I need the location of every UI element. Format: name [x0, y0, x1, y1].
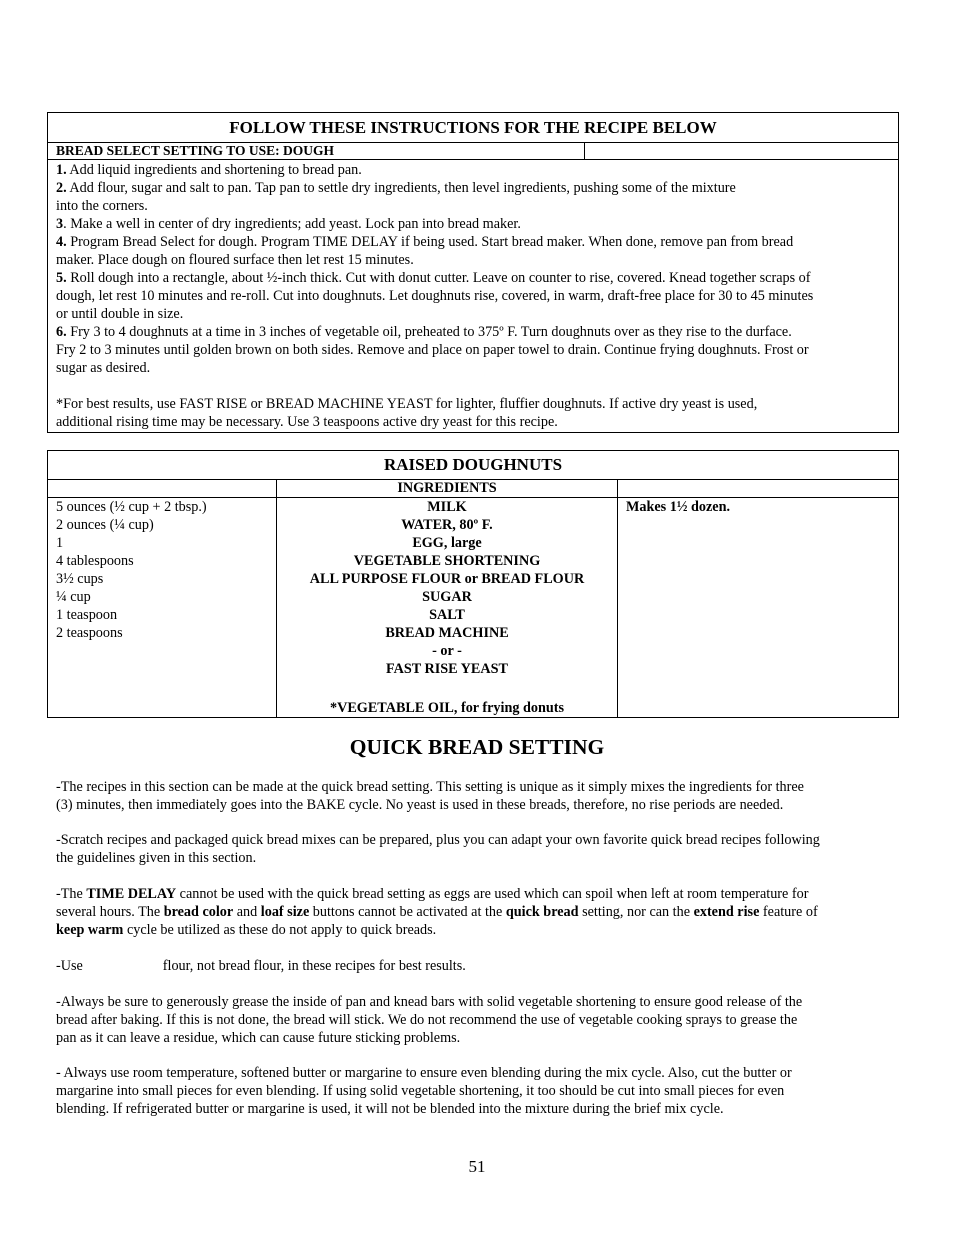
spacer [56, 377, 890, 395]
text-line: (3) minutes, then immediately goes into the BAKE cycle. No yeast is used in these breads, therefore, no rise periods are needed. [56, 797, 784, 813]
paragraph-flour [56, 957, 902, 975]
page-number: 51 [468, 1157, 486, 1176]
ingredient-item: SALT [429, 607, 465, 623]
instruction-step-line [56, 269, 890, 287]
text-run: feature of [759, 904, 818, 920]
instruction-step-line [56, 305, 890, 323]
amount-item: 3½ cups [56, 571, 104, 587]
ingredient-item: FAST RISE YEAST [386, 661, 508, 677]
amount-item: 2 teaspoons [56, 625, 123, 641]
instruction-step-line [56, 341, 890, 359]
amount-item: ¼ cup [56, 589, 91, 605]
amounts-column [48, 498, 277, 718]
bold-term: keep warm [56, 922, 124, 938]
ingredient-item: MILK [427, 499, 467, 515]
step-text: Add liquid ingredients and shortening to bread pan. [66, 162, 362, 178]
paragraph-intro [56, 778, 902, 814]
instruction-step-line [56, 179, 890, 197]
instruction-step-line [56, 323, 890, 341]
instruction-step-line [56, 251, 890, 269]
ingredient-item: BREAD MACHINE [385, 625, 509, 641]
text-line: - Always use room temperature, softened butter or margarine to ensure even blending during the mix cycle. Also, cut the butter or [56, 1065, 792, 1081]
text-line: -The recipes in this section can be made at the quick bread setting. This setting is unique as it simply mixes the ingredients for three [56, 779, 804, 795]
text-run: cycle be utilized as these do not apply to quick breads. [123, 922, 437, 938]
text-line [56, 921, 902, 939]
bold-term: extend rise [693, 904, 760, 920]
step-number: 5. [56, 270, 67, 286]
text-line [56, 885, 902, 903]
amount-item: 2 ounces (¼ cup) [56, 517, 154, 533]
step-number: 2. [56, 180, 67, 196]
recipe-table [47, 450, 899, 718]
instructions-table [47, 112, 899, 433]
paragraph-butter [56, 1064, 902, 1118]
step-text: Fry 3 to 4 doughnuts at a time in 3 inches of vegetable oil, preheated to 375º F. Turn doughnuts over as they rise to the durface. [66, 324, 792, 340]
instruction-steps [48, 160, 899, 433]
step-text: Add flour, sugar and salt to pan. Tap pan to settle dry ingredients, then level ingredients, pushing some of the mixture [66, 180, 736, 196]
text-line: blending. If refrigerated butter or margarine is used, it will not be blended into the mixture during the brief mix cycle. [56, 1101, 724, 1117]
yeast-note-line-1: *For best results, use FAST RISE or BREAD MACHINE YEAST for lighter, fluffier doughnuts. If active dry yeast is used, [56, 396, 758, 412]
paragraph-scratch-recipes [56, 831, 902, 867]
step-number: 3 [56, 216, 64, 232]
text-line: -Always be sure to generously grease the inside of pan and knead bars with solid vegetable shortening to ensure good release of the [56, 994, 803, 1010]
text-line: -Scratch recipes and packaged quick bread mixes can be prepared, plus you can adapt your own favorite quick bread recipes following [56, 832, 820, 848]
step-text: maker. Place dough on floured surface then let rest 15 minutes. [56, 252, 414, 268]
paragraph-time-delay [56, 885, 902, 939]
text-line [56, 903, 902, 921]
step-text: dough, let rest 10 minutes and re-roll. Cut into doughnuts. Let doughnuts rise, covered, in warm, draft-free place for 30 to 45 minutes [56, 288, 814, 304]
bold-term: bread color [163, 904, 234, 920]
step-text: into the corners. [56, 198, 148, 214]
setting-empty-cell [585, 143, 899, 160]
text-run: several hours. The [56, 904, 164, 920]
ingredients-column [277, 498, 618, 718]
steps-list [56, 161, 890, 377]
bold-term: TIME DELAY [86, 886, 177, 902]
amount-item: 5 ounces (½ cup + 2 tbsp.) [56, 499, 207, 515]
text-line: the guidelines given in this section. [56, 850, 257, 866]
step-number: 4. [56, 234, 67, 250]
step-text: . Make a well in center of dry ingredients; add yeast. Lock pan into bread maker. [63, 216, 521, 232]
step-text: Roll dough into a rectangle, about ½-inch thick. Cut with donut cutter. Leave on counter to rise, covered. Knead together scraps of [66, 270, 811, 286]
ingredient-item: WATER, 80º F. [401, 517, 493, 533]
yield-column [618, 498, 899, 718]
oil-ingredient: *VEGETABLE OIL, for frying donuts [329, 700, 564, 716]
instruction-step-line [56, 233, 890, 251]
ingredients-header: INGREDIENTS [277, 480, 618, 498]
instruction-step-line [56, 161, 890, 179]
ingredients-list [277, 498, 617, 678]
instruction-step-line [56, 215, 890, 233]
step-text: sugar as desired. [56, 360, 151, 376]
bold-term: loaf size [260, 904, 310, 920]
ingredient-item: VEGETABLE SHORTENING [353, 553, 541, 569]
text-line: pan as it can leave a residue, which can cause future sticking problems. [56, 1030, 461, 1046]
instruction-step-line [56, 197, 890, 215]
bread-select-setting: BREAD SELECT SETTING TO USE: DOUGH [48, 143, 585, 160]
step-number: 6. [56, 324, 67, 340]
ingredient-item: - or - [432, 643, 462, 659]
ingredient-item: SUGAR [422, 589, 472, 605]
text-line [56, 957, 902, 975]
recipe-title: RAISED DOUGHNUTS [48, 451, 899, 480]
text-line: margarine into small pieces for even blending. If using solid vegetable shortening, it too should be cut into small pieces for even [56, 1083, 785, 1099]
amounts-list [56, 498, 276, 642]
yeast-note-line-2: additional rising time may be necessary. Use 3 teaspoons active dry yeast for this recipe. [56, 414, 558, 430]
text-run: -Use [56, 958, 83, 974]
ingredient-item: EGG, large [412, 535, 482, 551]
amount-item: 1 teaspoon [56, 607, 118, 623]
text-run: buttons cannot be activated at the [309, 904, 506, 920]
amount-header-cell [48, 480, 277, 498]
amount-item: 4 tablespoons [56, 553, 134, 569]
recipe-yield: Makes 1½ dozen. [626, 499, 731, 515]
text-run: and [233, 904, 261, 920]
step-text: Fry 2 to 3 minutes until golden brown on both sides. Remove and place on paper towel to drain. Continue frying doughnuts. Frost or [56, 342, 809, 358]
text-run: setting, nor can the [578, 904, 694, 920]
amount-item: 1 [56, 535, 64, 551]
spacer [277, 678, 617, 699]
instruction-step-line [56, 287, 890, 305]
section-title: QUICK BREAD SETTING [349, 735, 605, 759]
step-text: or until double in size. [56, 306, 184, 322]
bold-term: quick bread [505, 904, 579, 920]
instruction-step-line [56, 359, 890, 377]
step-text: Program Bread Select for dough. Program TIME DELAY if being used. Start bread maker. When done, remove pan from bread [66, 234, 794, 250]
yield-header-cell [618, 480, 899, 498]
step-number: 1. [56, 162, 67, 178]
text-line: bread after baking. If this is not done, the bread will stick. We do not recommend the use of vegetable cooking sprays to grease the [56, 1012, 798, 1028]
instructions-title: FOLLOW THESE INSTRUCTIONS FOR THE RECIPE BELOW [48, 113, 899, 143]
ingredient-item: ALL PURPOSE FLOUR or BREAD FLOUR [309, 571, 585, 587]
paragraph-grease-pan [56, 993, 902, 1047]
text-run: cannot be used with the quick bread setting as eggs are used which can spoil when left at room temperature for [176, 886, 809, 902]
text-run: flour, not bread flour, in these recipes for best results. [162, 958, 466, 974]
text-run: -The [56, 886, 87, 902]
